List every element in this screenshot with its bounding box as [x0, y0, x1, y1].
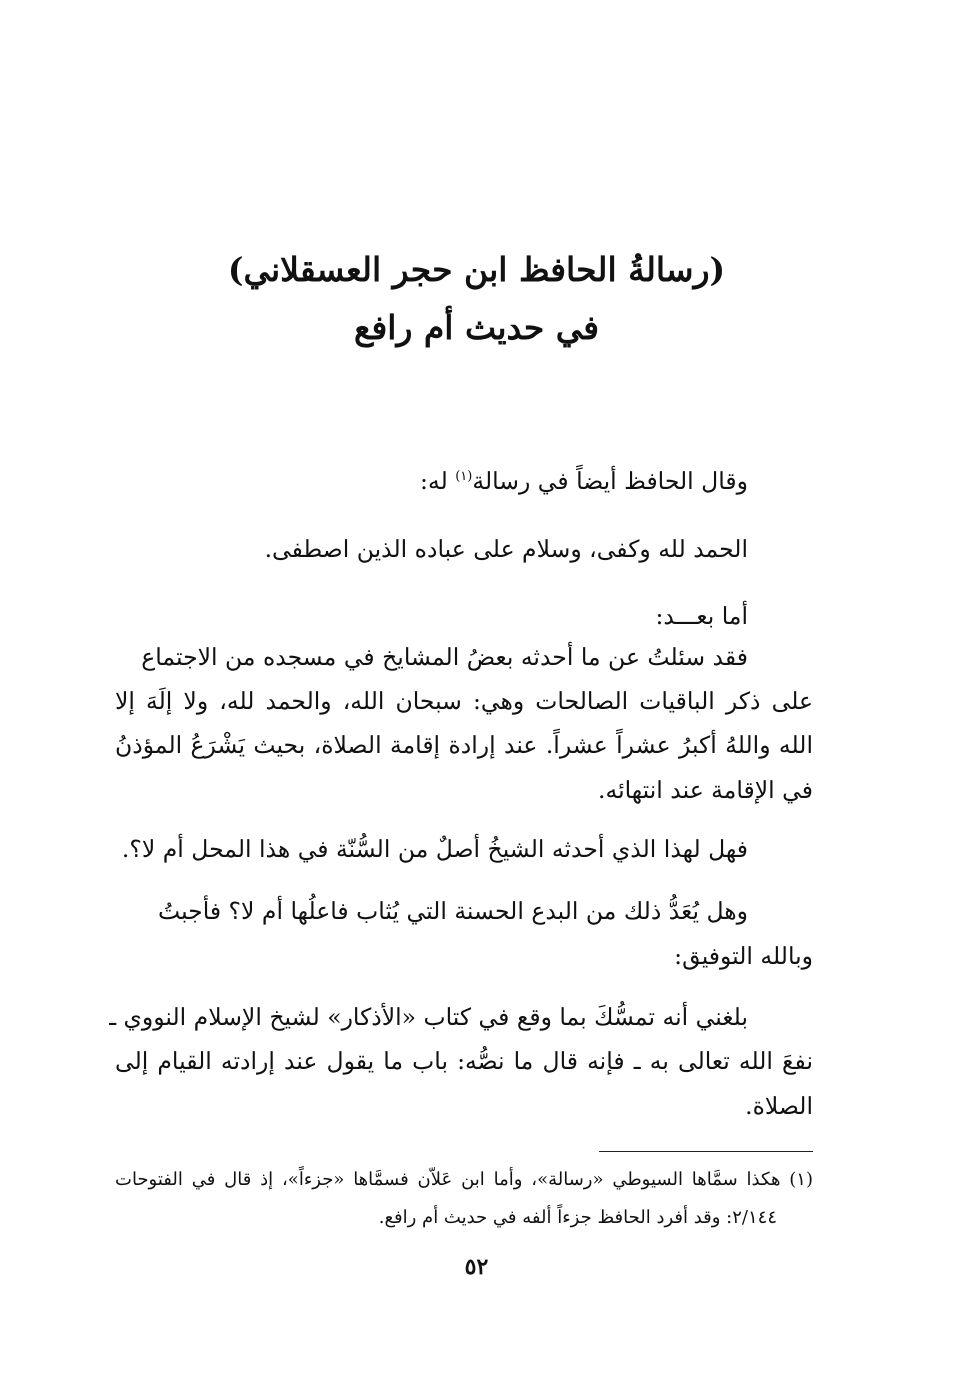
footnote-line-1: (١) هكذا سمَّاها السيوطي «رسالة»، وأما ابن عَلاّن فسمَّاها «جزءاً»، إذ قال في الفتوحات: [115, 1169, 813, 1190]
question-line-1: فقد سئلتُ عن ما أحدثه بعضُ المشايخ في مسجده من الاجتماع: [141, 643, 748, 671]
question-2-paragraph: فهل لهذا الذي أحدثه الشيخُ أصلٌ من السُّنّة في هذا المحل أم لا؟.: [121, 835, 748, 863]
footnote-separator: [599, 1151, 813, 1152]
question-3-line-1: وهل يُعَدُّ ذلك من البدع الحسنة التي يُثاب فاعلُها أم لا؟ فأجبتُ: [158, 897, 748, 925]
question-line-4: في الإقامة عند انتهائه.: [598, 776, 813, 804]
footnote-reference[interactable]: (١): [455, 469, 473, 485]
intro-text: وقال الحافظ أيضاً في رسالة: [472, 467, 748, 495]
amma-bad-heading: أما بعـــد:: [655, 602, 748, 630]
question-line-3: الله واللهُ أكبرُ عشراً عشراً. عند إرادة إقامة الصلاة، بحيث يَشْرَعُ المؤذنُ: [115, 731, 813, 759]
question-3-line-2: وبالله التوفيق:: [674, 942, 813, 970]
question-line-2: على ذكر الباقيات الصالحات وهي: سبحان الله، والحمد لله، ولا إلَهَ إلا: [115, 687, 813, 715]
document-subtitle: في حديث أم رافع: [353, 308, 600, 347]
page-number: ٥٢: [464, 1254, 489, 1280]
answer-line-1: بلغني أنه تمسُّكَ بما وقع في كتاب «الأذكار» لشيخ الإسلام النووي ـ: [109, 1003, 748, 1031]
intro-text-after: له:: [420, 467, 456, 495]
praise-paragraph: الحمد لله وكفى، وسلام على عباده الذين اصطفى.: [264, 535, 748, 563]
answer-line-2: نفعَ الله تعالى به ـ فإنه قال ما نصُّه: باب ما يقول عند إرادته القيام إلى: [115, 1047, 813, 1075]
intro-paragraph: [420, 466, 748, 496]
document-title: (رسالةُ الحافظ ابن حجر العسقلاني): [227, 250, 726, 289]
footnote-line-2: ٢/١٤٤: وقد أفرد الحافظ جزءاً ألفه في حديث أم رافع.: [378, 1207, 777, 1228]
answer-line-3: الصلاة.: [745, 1092, 813, 1120]
